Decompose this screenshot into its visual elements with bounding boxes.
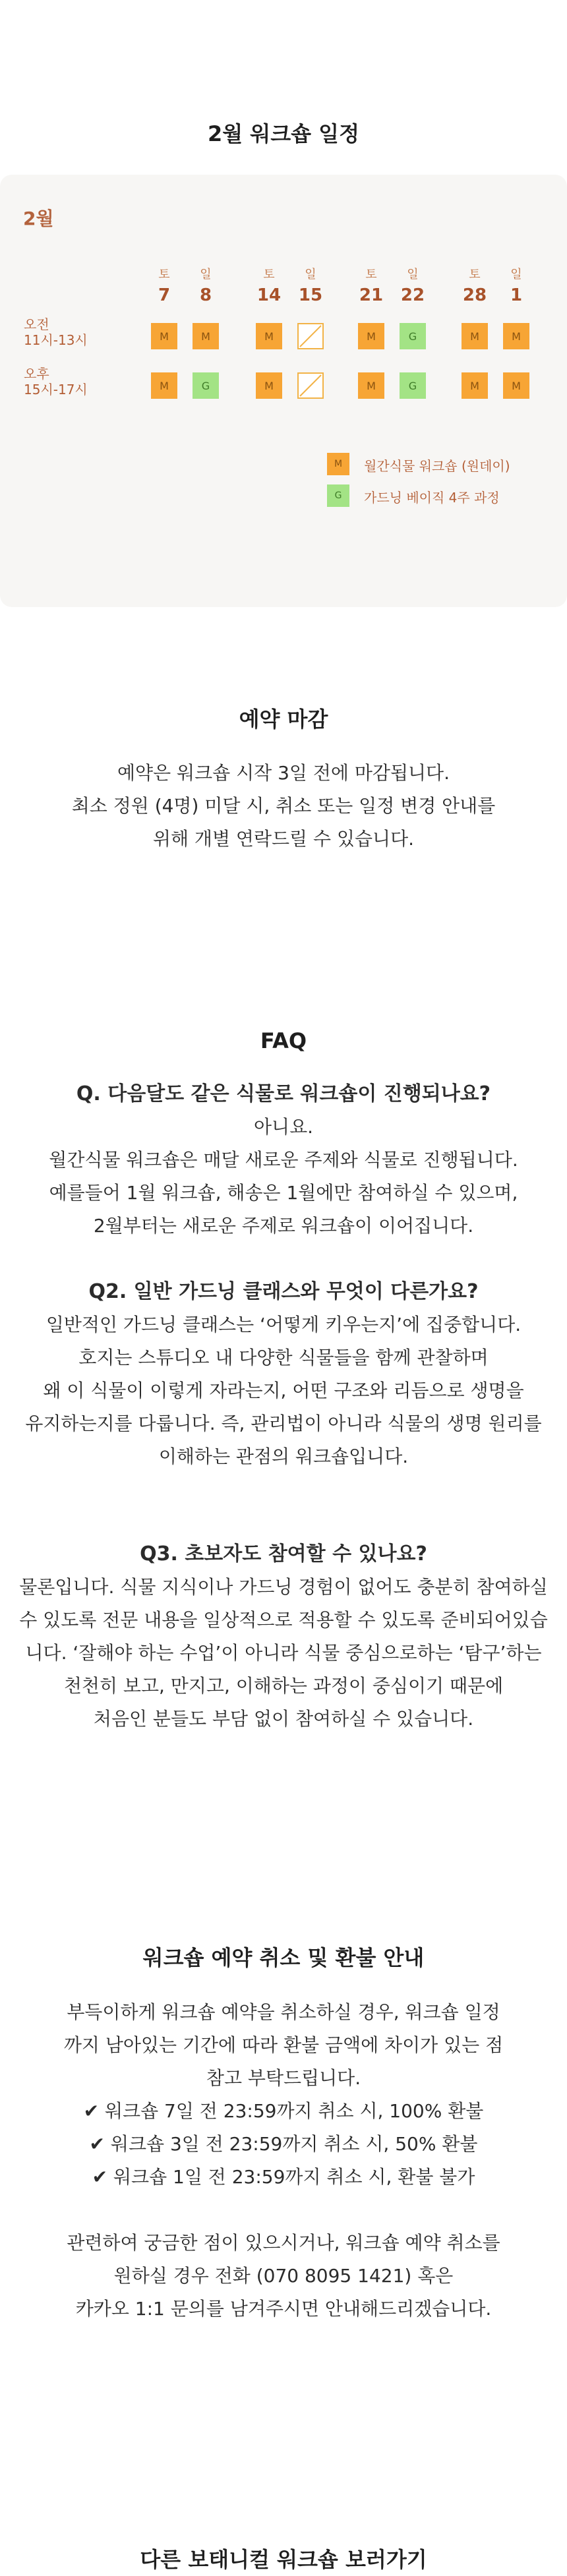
slot-monthly-workshop: M [503, 372, 529, 399]
refund-policy-item: ✔ 워크숍 3일 전 23:59까지 취소 시, 50% 환불 [89, 2133, 478, 2155]
legend-label-gardening: 가드닝 베이직 4주 과정 [364, 490, 500, 506]
faq-item [13, 1275, 554, 1473]
slot-closed [297, 372, 324, 399]
refund-policy-item: ✔ 워크숍 7일 전 23:59까지 취소 시, 100% 환불 [83, 2100, 484, 2122]
slot-monthly-workshop: M [462, 323, 488, 349]
row-label-period: 오전 [24, 316, 49, 332]
faq-answer-line: 처음인 분들도 부담 없이 참여하실 수 있습니다. [93, 1708, 474, 1730]
faq-question: Q3. 초보자도 참여할 수 있나요? [140, 1542, 427, 1566]
slot-monthly-workshop: M [462, 372, 488, 399]
slot-monthly-workshop: M [358, 372, 384, 399]
text-line: 관련하여 궁금한 점이 있으시거나, 워크숍 예약 취소를 [67, 2232, 500, 2254]
schedule-calendar [0, 175, 567, 607]
day-date: 1 [510, 285, 523, 305]
faq-answer-line: 유지하는지를 다룹니다. 즉, 관리법이 아니라 식물의 생명 원리를 [25, 1413, 542, 1434]
faq-answer-line: 물론입니다. 식물 지식이나 가드닝 경험이 없어도 충분히 참여하실 [19, 1576, 548, 1598]
day-date: 21 [359, 285, 384, 305]
text-line: 카카오 1:1 문의를 남겨주시면 안내해드리겠습니다. [75, 2298, 492, 2320]
faq-answer-line: 수 있도록 전문 내용을 일상적으로 적용할 수 있도록 준비되어있습 [19, 1609, 548, 1631]
day-name: 일 [407, 268, 419, 281]
day-name: 토 [365, 268, 377, 281]
slot-closed [297, 323, 324, 349]
refund-title: 워크숍 예약 취소 및 환불 안내 [142, 1945, 425, 1970]
day-name: 토 [263, 268, 275, 281]
text-line: 최소 정원 (4명) 미달 시, 취소 또는 일정 변경 안내를 [71, 795, 496, 817]
faq-answer-line: 아니요. [253, 1116, 314, 1138]
day-date: 14 [256, 285, 282, 305]
faq-answer-line: 2월부터는 새로운 주제로 워크숍이 이어집니다. [93, 1215, 474, 1237]
text-line: 부득이하게 워크숍 예약을 취소하실 경우, 워크숍 일정 [67, 2001, 500, 2023]
legend-label-monthly: 월간식물 워크숍 (원데이) [364, 458, 510, 474]
day-name: 토 [158, 268, 170, 281]
slot-monthly-workshop: M [193, 323, 219, 349]
refund-policy-item: ✔ 워크숍 1일 전 23:59까지 취소 시, 환불 불가 [92, 2166, 475, 2188]
spacer [13, 2194, 554, 2227]
refund-text [13, 1996, 554, 2326]
text-line: 위해 개별 연락드릴 수 있습니다. [152, 828, 415, 850]
slot-gardening-basic: G [400, 372, 426, 399]
slot-monthly-workshop: M [358, 323, 384, 349]
day-name: 일 [305, 268, 316, 281]
legend-swatch-gardening: G [327, 484, 349, 507]
text-line: 까지 남아있는 기간에 따라 환불 금액에 차이가 있는 점 [63, 2034, 504, 2056]
slot-monthly-workshop: M [256, 372, 282, 399]
deadline-text [13, 757, 554, 856]
day-name: 토 [469, 268, 481, 281]
faq-item [13, 1078, 554, 1243]
faq-answer-line: 천천히 보고, 만지고, 이해하는 과정이 중심이기 때문에 [63, 1675, 504, 1697]
faq-answer-line: 월간식물 워크숍은 매달 새로운 주제와 식물로 진행됩니다. [49, 1149, 518, 1171]
faq-answer-line: 예를들어 1월 워크숍, 해송은 1월에만 참여하실 수 있으며, [49, 1182, 518, 1204]
day-date: 8 [199, 285, 212, 305]
faq-answer-line: 이해하는 관점의 워크숍입니다. [158, 1446, 409, 1467]
faq-question: Q2. 일반 가드닝 클래스와 무엇이 다른가요? [88, 1280, 479, 1303]
slot-gardening-basic: G [400, 323, 426, 349]
day-name: 일 [200, 268, 212, 281]
slot-monthly-workshop: M [151, 323, 177, 349]
day-date: 28 [462, 285, 487, 305]
faq-answer-line: 호지는 스튜디오 내 다양한 식물들을 함께 관찰하며 [78, 1347, 489, 1368]
slot-monthly-workshop: M [256, 323, 282, 349]
day-date: 22 [400, 285, 425, 305]
afternoon-label [24, 366, 88, 397]
legend-swatch-monthly: M [327, 453, 349, 475]
day-name: 일 [510, 268, 522, 281]
more-workshops-link[interactable]: 다른 보태니컬 워크숍 보러가기 [140, 2547, 427, 2572]
faq-answer-line: 왜 이 식물이 이렇게 자라는지, 어떤 구조와 리듬으로 생명을 [43, 1380, 524, 1401]
faq-title: FAQ [260, 1028, 307, 1053]
calendar-month: 2월 [23, 208, 54, 229]
deadline-title: 예약 마감 [239, 707, 328, 732]
day-date: 7 [158, 285, 171, 305]
faq-question: Q. 다음달도 같은 식물로 워크숍이 진행되나요? [76, 1082, 491, 1105]
row-label-time: 11시-13시 [24, 332, 88, 348]
faq-answer-line: 니다. ‘잘해야 하는 수업’이 아니라 식물 중심으로하는 ‘탐구’하는 [25, 1642, 542, 1664]
morning-label [24, 316, 88, 348]
schedule-title: 2월 워크숍 일정 [207, 121, 360, 146]
day-date: 15 [298, 285, 323, 305]
text-line: 참고 부탁드립니다. [206, 2067, 361, 2089]
row-label-period: 오후 [24, 366, 49, 382]
text-line: 원하실 경우 전화 (070 8095 1421) 혹은 [113, 2265, 454, 2287]
slot-monthly-workshop: M [503, 323, 529, 349]
slot-gardening-basic: G [193, 372, 219, 399]
faq-answer-line: 일반적인 가드닝 클래스는 ‘어떻게 키우는지’에 집중합니다. [45, 1314, 522, 1335]
slot-monthly-workshop: M [151, 372, 177, 399]
faq-item [4, 1538, 563, 1736]
text-line: 예약은 워크숍 시작 3일 전에 마감됩니다. [117, 762, 450, 784]
row-label-time: 15시-17시 [24, 382, 88, 397]
